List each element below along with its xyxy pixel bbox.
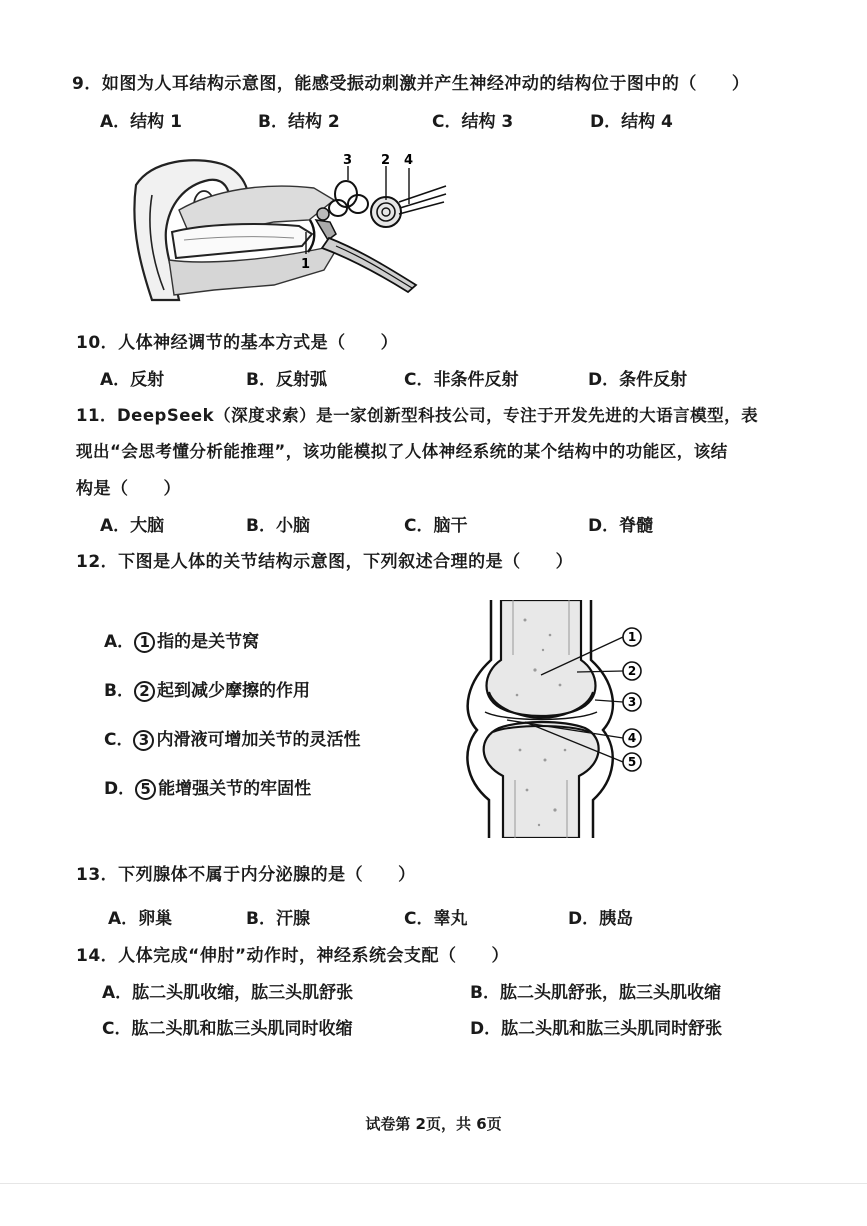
question-12-stem: 12．下图是人体的关节结构示意图，下列叙述合理的是（ ） [76,552,574,572]
q12-option-d [104,778,311,800]
q12-option-b-text: 起到减少摩擦的作用 [156,681,310,701]
circled-number-5: 5 [135,779,156,800]
q14-option-d: D．肱二头肌和肱三头肌同时舒张 [470,1019,723,1039]
q11-option-a: A．大脑 [100,516,165,536]
q14-option-c: C．肱二头肌和肱三头肌同时收缩 [102,1019,353,1039]
q14-option-b: B．肱二头肌舒张，肱三头肌收缩 [470,983,721,1003]
bottom-divider [0,1183,867,1184]
q14-option-a: A．肱二头肌收缩，肱三头肌舒张 [102,983,354,1003]
q11-option-d: D．脊髓 [588,516,654,536]
joint-label-2: 2 [627,664,637,678]
q11-option-c: C．脑干 [404,516,468,536]
q12-option-a [104,631,259,653]
q10-option-b: B．反射弧 [246,370,327,390]
q13-option-a: A．卵巢 [108,909,173,929]
question-11-line3: 构是（ ） [76,479,181,499]
ear-label-3: 3 [343,153,353,168]
circled-number-2: 2 [134,681,155,702]
q13-option-c: C．睾丸 [404,909,468,929]
q9-option-d: D．结构 4 [590,112,673,132]
joint-label-5: 5 [627,755,637,769]
question-13-stem: 13．下列腺体不属于内分泌腺的是（ ） [76,865,416,885]
question-11-line1: 11．DeepSeek（深度求索）是一家创新型科技公司，专注于开发先进的大语言模型，表 [76,406,759,425]
joint-label-1: 1 [627,630,637,644]
q12-option-b [104,680,310,702]
q12-option-b-letter: B． [104,681,134,701]
page-footer: 试卷第 2页，共 6页 [365,1115,502,1133]
joint-label-3: 3 [627,695,637,709]
question-10-stem: 10．人体神经调节的基本方式是（ ） [76,333,399,353]
question-9-stem: 9．如图为人耳结构示意图，能感受振动刺激并产生神经冲动的结构位于图中的（ ） [72,74,750,94]
ear-label-4: 4 [404,153,414,168]
q12-option-c-text: 内滑液可增加关节的灵活性 [156,730,361,750]
q13-option-d: D．胰岛 [568,909,634,929]
q9-option-a: A．结构 1 [100,112,182,132]
joint-label-4: 4 [627,731,637,745]
ear-structure-diagram [124,150,454,315]
q12-option-a-text: 指的是关节窝 [157,632,260,652]
q9-option-b: B．结构 2 [258,112,340,132]
q12-option-c-letter: C． [104,730,134,750]
q12-option-c [104,729,360,751]
question-14-stem: 14．人体完成“伸肘”动作时，神经系统会支配（ ） [76,946,510,966]
circled-number-3: 3 [133,730,154,751]
q12-option-d-text: 能增强关节的牢固性 [158,779,312,799]
ear-label-2: 2 [381,153,391,168]
q11-option-b: B．小脑 [246,516,310,536]
q10-option-c: C．非条件反射 [404,370,519,390]
circled-number-1: 1 [134,632,155,653]
ear-label-1: 1 [301,257,311,272]
q12-option-a-letter: A． [104,632,135,652]
q12-option-d-letter: D． [104,779,136,799]
q9-option-c: C．结构 3 [432,112,514,132]
question-11-line2: 现出“会思考懂分析能推理”，该功能模拟了人体神经系统的某个结构中的功能区，该结 [76,442,728,461]
q10-option-a: A．反射 [100,370,165,390]
joint-structure-diagram [455,600,655,838]
q10-option-d: D．条件反射 [588,370,688,390]
q13-option-b: B．汗腺 [246,909,310,929]
